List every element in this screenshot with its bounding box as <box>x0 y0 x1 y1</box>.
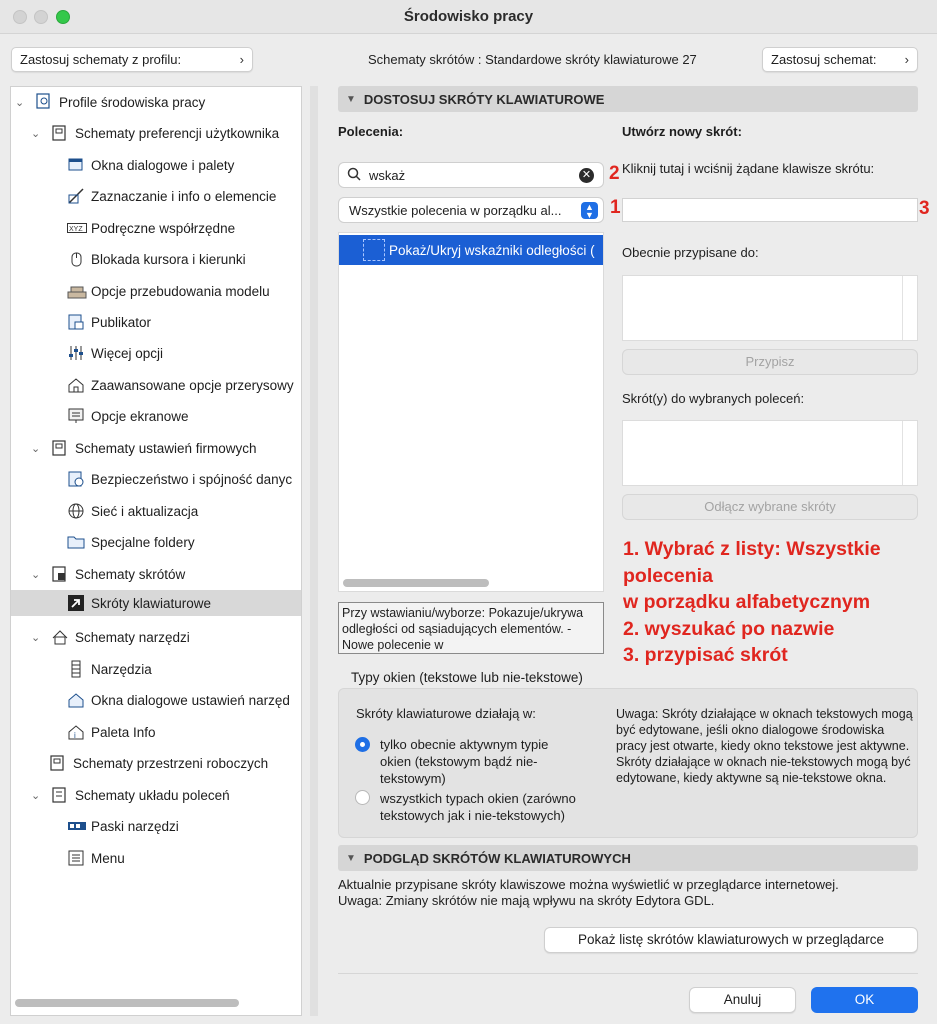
tree-item-label: Specjalne foldery <box>91 534 195 550</box>
tree-item-advanced-redraw[interactable] <box>67 372 302 398</box>
tree-item-label: Opcje ekranowe <box>91 408 189 424</box>
disclosure-triangle-icon: ▼ <box>346 93 356 105</box>
screen-icon <box>67 407 85 425</box>
preview-section-header[interactable] <box>338 845 918 871</box>
tree-item-label: Zaawansowane opcje przerysowy <box>91 377 294 393</box>
list-item-selected[interactable] <box>339 235 604 265</box>
tree-item-label: Podręczne współrzędne <box>91 220 236 236</box>
info-palette-icon <box>67 723 85 741</box>
command-filter-select[interactable] <box>338 197 604 223</box>
new-shortcut-label: Utwórz nowy skrót: <box>622 124 742 139</box>
tree-item-label: Bezpieczeństwo i spójność danyc <box>91 471 293 487</box>
tree-item-profiles[interactable] <box>15 89 295 115</box>
tree-item-on-screen-options[interactable] <box>67 403 302 429</box>
scheme-icon <box>49 754 67 772</box>
svg-text:XYZ: XYZ <box>69 226 83 233</box>
radio-all-window-types[interactable] <box>355 790 370 805</box>
folder-icon <box>67 533 85 551</box>
tree-item-tool-settings-dialogs[interactable] <box>67 687 302 713</box>
tree-item-toolbars[interactable] <box>67 813 302 839</box>
annotation-line: polecenia <box>623 564 713 587</box>
show-shortcut-list-button[interactable]: Pokaż listę skrótów klawiaturowych w przeglądarce <box>544 927 918 953</box>
cancel-button[interactable]: Anuluj <box>689 987 796 1013</box>
chevron-down-icon[interactable]: ⌄ <box>15 97 25 109</box>
scheme-icon <box>51 124 69 142</box>
top-toolbar <box>0 34 937 86</box>
tree-item-command-layout-schemes[interactable] <box>31 782 301 808</box>
tree-item-label: Okna dialogowe i palety <box>91 157 235 173</box>
annotation-number-2: 2 <box>609 163 620 184</box>
selected-shortcuts-label: Skrót(y) do wybranych poleceń: <box>622 391 805 406</box>
selection-icon <box>67 187 85 205</box>
tree-item-tracker-coordinates[interactable] <box>67 215 302 241</box>
shortcut-scheme-value: Standardowe skróty klawiaturowe 27 <box>485 52 697 67</box>
tree-item-model-rebuild[interactable] <box>67 278 302 304</box>
shortcut-capture-field[interactable] <box>622 198 918 222</box>
window-types-title: Typy okien (tekstowe lub nie-tekstowe) <box>351 670 583 685</box>
title-bar <box>0 0 937 34</box>
scheme-icon <box>51 786 69 804</box>
search-icon <box>347 167 361 184</box>
chevron-right-icon: › <box>904 52 909 67</box>
xyz-coordinates-icon <box>67 219 85 237</box>
toolbar-icon <box>67 817 85 835</box>
tree-item-tools[interactable] <box>67 656 302 682</box>
profiles-tree[interactable] <box>10 86 302 1016</box>
command-search-field[interactable] <box>338 162 604 188</box>
command-filter-value: Wszystkie polecenia w porządku al... <box>349 202 562 218</box>
preview-section-title: PODGLĄD SKRÓTÓW KLAWIATUROWYCH <box>363 850 631 866</box>
radio-label-line: okien (tekstowym bądź nie- <box>380 754 538 769</box>
dialog-window-icon <box>67 156 85 174</box>
search-input-value[interactable]: wskaż <box>369 167 406 183</box>
tree-item-label: Blokada kursora i kierunki <box>91 251 246 267</box>
mouse-icon <box>67 250 85 268</box>
list-horizontal-scrollbar[interactable] <box>343 579 489 587</box>
chevron-down-icon[interactable]: ⌄ <box>31 443 41 455</box>
apply-scheme-button[interactable] <box>762 47 918 72</box>
tree-item-label: Skróty klawiaturowe <box>91 595 212 611</box>
tree-item-menu[interactable] <box>67 845 302 871</box>
selected-shortcuts-list[interactable] <box>622 420 918 486</box>
tree-item-label: Paski narzędzi <box>91 818 179 834</box>
tree-item-label: Narzędzia <box>91 661 152 677</box>
annotation-note <box>623 536 933 669</box>
profile-icon <box>35 93 53 111</box>
tree-horizontal-scrollbar[interactable] <box>15 999 239 1007</box>
apply-profile-label: Zastosuj schematy z profilu: <box>20 52 182 67</box>
tree-item-label: Schematy narzędzi <box>75 629 190 645</box>
tree-item-publisher[interactable] <box>67 309 302 335</box>
click-hint-label: Kliknij tutaj i wciśnij żądane klawisze skrótu: <box>622 161 875 176</box>
menu-icon <box>67 849 85 867</box>
tree-item-dialogs-palettes[interactable] <box>67 152 302 178</box>
tree-item-cursor-snap[interactable] <box>67 246 302 272</box>
clear-search-icon[interactable]: ✕ <box>579 168 594 183</box>
data-safety-icon <box>67 470 85 488</box>
tree-item-data-safety[interactable] <box>67 466 302 492</box>
tree-item-label: Zaznaczanie i info o elemencie <box>91 188 277 204</box>
chevron-down-icon[interactable]: ⌄ <box>31 128 41 140</box>
radio-label-line: tekstowych jak i nie-tekstowych) <box>380 808 565 823</box>
tree-item-label: Menu <box>91 850 125 866</box>
customize-section-title: DOSTOSUJ SKRÓTY KLAWIATUROWE <box>363 91 605 107</box>
tree-item-selection-info[interactable] <box>67 183 302 209</box>
shortcut-scheme-label: Schematy skrótów : <box>368 52 482 67</box>
sliders-icon <box>67 344 85 362</box>
current-assigned-list[interactable] <box>622 275 918 341</box>
tree-item-label: Publikator <box>91 314 152 330</box>
detach-shortcuts-button[interactable]: Odłącz wybrane skróty <box>622 494 918 520</box>
toolbox-icon <box>67 660 85 678</box>
window-types-note: Uwaga: Skróty działające w oknach tekstowych mogą być edytowane, jeśli okno dialogowe środowiska pracy jest otwarte, kiedy okno tekstowe jest aktywne. Skróty działające w oknach nie-tekstowych mogą być edytowane, kiedy aktywne są nie-tekstowe okna. <box>616 707 913 785</box>
tree-item-label: Sieć i aktualizacja <box>91 503 199 519</box>
footer-divider <box>338 973 918 974</box>
tree-item-label: Profile środowiska pracy <box>59 94 206 110</box>
apply-scheme-label: Zastosuj schemat: <box>771 52 877 67</box>
panel-splitter[interactable] <box>310 86 318 1016</box>
publisher-icon <box>67 313 85 331</box>
radio-active-window-type[interactable] <box>355 737 370 752</box>
disclosure-triangle-icon: ▼ <box>346 852 356 864</box>
tree-item-special-folders[interactable] <box>67 529 302 555</box>
globe-icon <box>67 502 85 520</box>
chevron-right-icon: › <box>239 52 244 67</box>
tree-item-info-box[interactable] <box>67 719 302 745</box>
radio-label-line: tekstowym) <box>380 771 446 786</box>
bricks-icon <box>67 282 85 300</box>
scheme-icon <box>51 439 69 457</box>
assign-button[interactable]: Przypisz <box>622 349 918 375</box>
window-title: Środowisko pracy <box>403 8 534 25</box>
customize-section-header[interactable] <box>338 86 918 112</box>
chevron-down-icon[interactable]: ⌄ <box>31 632 41 644</box>
chevron-down-icon[interactable]: ⌄ <box>31 790 41 802</box>
current-assigned-label: Obecnie przypisane do: <box>622 245 759 260</box>
list-item-label: Pokaż/Ukryj wskaźniki odległości ( <box>389 242 595 258</box>
tree-item-shortcut-schemes[interactable] <box>31 561 301 587</box>
annotation-line: 1. Wybrać z listy: Wszystkie <box>623 538 881 560</box>
distance-indicator-icon <box>363 239 385 261</box>
house-wrench-icon <box>67 376 85 394</box>
tree-item-label: Schematy układu poleceń <box>75 787 230 803</box>
svg-text:i: i <box>74 731 76 740</box>
tree-item-more-options[interactable] <box>67 340 302 366</box>
preview-description <box>338 877 918 909</box>
radio-label-line: tylko obecnie aktywnym typie <box>380 737 549 752</box>
tree-item-tool-schemes[interactable] <box>31 624 301 650</box>
tree-item-label: Okna dialogowe ustawień narzęd <box>91 692 290 708</box>
preview-text-line: Uwaga: Zmiany skrótów nie mają wpływu na skróty Edytora GDL. <box>338 893 715 908</box>
tree-item-label: Schematy ustawień firmowych <box>75 440 257 456</box>
radio-label-line: wszystkich typach okien (zarówno <box>380 791 576 806</box>
radio-active-window-type-label[interactable] <box>380 736 548 787</box>
apply-profile-button[interactable] <box>11 47 253 72</box>
command-description: Przy wstawianiu/wyborze: Pokazuje/ukrywa odległości od sąsiadujących elementów. - Nowe polecenie w <box>338 602 604 654</box>
annotation-line: w porządku alfabetycznym <box>623 591 871 613</box>
tree-item-label: Więcej opcji <box>91 345 164 361</box>
commands-label: Polecenia: <box>338 124 404 139</box>
scheme-icon <box>51 565 69 583</box>
preview-text-line: Aktualnie przypisane skróty klawiszowe można wyświetlić w przeglądarce internetowej. <box>338 877 839 892</box>
shortcut-arrow-icon <box>67 594 85 612</box>
tree-item-network-update[interactable] <box>67 498 302 524</box>
command-list[interactable] <box>338 232 604 592</box>
tool-settings-icon <box>67 691 85 709</box>
tree-item-keyboard-shortcuts[interactable] <box>11 590 301 616</box>
ok-button[interactable]: OK <box>811 987 918 1013</box>
annotation-line: 3. przypisać skrót <box>623 644 788 666</box>
radio-all-window-types-label[interactable] <box>380 790 576 824</box>
tree-item-company-schemes[interactable] <box>31 435 301 461</box>
tree-item-user-preference-schemes[interactable] <box>31 120 301 146</box>
annotation-number-3: 3 <box>919 198 930 219</box>
tree-item-label: Schematy preferencji użytkownika <box>75 125 280 141</box>
chevron-down-icon[interactable]: ⌄ <box>31 569 41 581</box>
select-stepper-icon: ▲ ▼ <box>581 202 598 219</box>
tool-scheme-icon <box>51 628 69 646</box>
shortcut-scheme-status <box>368 52 697 67</box>
work-in-label: Skróty klawiaturowe działają w: <box>356 706 536 721</box>
tree-item-label: Schematy przestrzeni roboczych <box>73 755 269 771</box>
annotation-number-1: 1 <box>610 197 621 218</box>
tree-item-workspace-schemes[interactable] <box>49 750 301 776</box>
annotation-line: 2. wyszukać po nazwie <box>623 617 835 640</box>
tree-item-label: Opcje przebudowania modelu <box>91 283 270 299</box>
tree-item-label: Paleta Info <box>91 724 156 740</box>
tree-item-label: Schematy skrótów <box>75 566 186 582</box>
